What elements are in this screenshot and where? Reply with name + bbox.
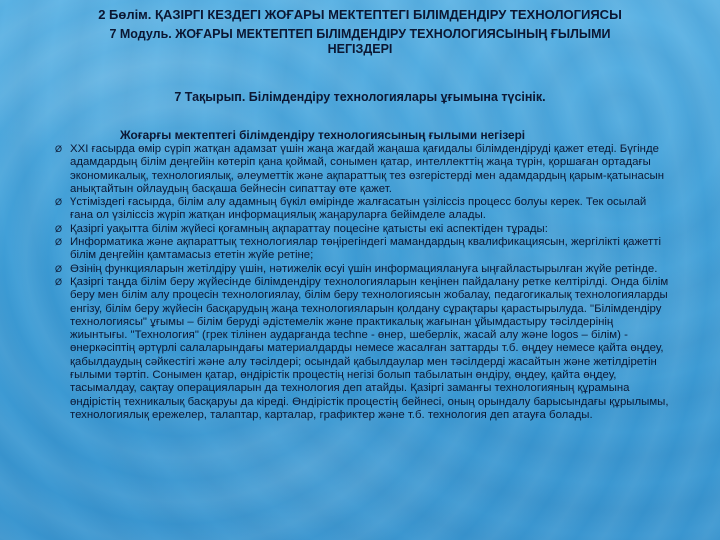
arrow-bullet-icon: Ø — [55, 263, 63, 274]
arrow-bullet-icon: Ø — [55, 237, 63, 248]
section-title: 2 Бөлім. ҚАЗІРГІ КЕЗДЕГІ ЖОҒАРЫ МЕКТЕПТЕГІ БІЛІМДЕНДІРУ ТЕХНОЛОГИЯСЫ — [98, 7, 622, 22]
bullet-text: Қазіргі таңда білім беру жүйесінде білімдендіру технологияларын кеңінен пайдалану ретке келтірілді. Онда білім беру мен білім алу процесін технологиялау, білім беру технологиясын жобалау, педагогикалық технологияларды енгізу, білім беру жүйесін басқарудың жаңа технологияларын қолдану сұрақтары қарастырылуда. "Білімдендіру технологиясы" ұғымы – білім беруді әдістемелік және практикалық жағынан ұйымдастыру тәсілдерінің жиынтығы. "Технология" (грек тілінен аударғанда techne - өнер, шеберлік, жасай алу және logos – білім) - өнеркәсіптің әртүрлі салаларындағы материалдарды немесе жасалған заттарды т.б. өңдеу немесе қайта өңдеу, қабылдаудың сәйкестігі және алу тәсілдері; осындай қабылдаулар мен тәсілдерді жасайтын және жетілдіретін ғылыми тәртіп. Сонымен қатар, өндірістік процестің негізі болып табылатын өндіру, өңдеу, қайта өңдеу, тасымалдау, сақтау операцияларын да технология деп атайды. Қазіргі заманғы технологияның құрамына өндірістің техникалық басқаруы да кіреді. Өндірістік процестің бейнесі, оның орындалу барысындағы құрылымы, технологиялық ережелер, талаптар, карталар, графиктер және т.б. технология деп атауға болады. — [70, 275, 669, 421]
bullet-item — [0, 263, 720, 276]
bullet-item — [0, 223, 720, 236]
module-title: 7 Модуль. ЖОҒАРЫ МЕКТЕПТЕП БІЛІМДЕНДІРУ ТЕХНОЛОГИЯСЫНЫҢ ҒЫЛЫМИ НЕГІЗДЕРІ — [109, 27, 611, 56]
bullet-item — [0, 143, 720, 196]
bullet-item — [0, 276, 720, 422]
bullet-text: Қазіргі уақытта білім жүйесі қоғамның ақпараттау поцесіне қатысты екі аспектіден тұрады: — [70, 222, 548, 235]
bullet-item — [0, 196, 720, 223]
bullet-item — [0, 236, 720, 263]
topic-title: 7 Тақырып. Білімдендіру технологиялары ұғымына түсінік. — [174, 90, 546, 104]
bullet-text: Өзінің функцияларын жетілдіру үшін, нәтижелік өсуі үшін информациялануға ыңғайластырылған жүйе ретінде. — [70, 262, 658, 275]
arrow-bullet-icon: Ø — [55, 197, 63, 208]
bullet-text: Информатика және ақпараттық технологиялар төңірегіндегі мамандардың квалификациясын, жергілікті қажетті білім деңгейін қамтамасыз ететін жүйе ретіне; — [70, 236, 661, 262]
bullet-list — [0, 143, 720, 422]
bullet-text: Үстіміздегі ғасырда, білім алу адамның бүкіл өмірінде жалғасатын үзіліссіз процесс болуы керек. Тек осылай ғана ол үзіліссіз жүріп жатқан информациялық жаңаруларға бейімделе алады. — [70, 196, 647, 222]
content-heading: Жоғарғы мектептегі білімдендіру технологиясының ғылыми негізері — [120, 128, 526, 142]
arrow-bullet-icon: Ø — [55, 276, 63, 287]
arrow-bullet-icon: Ø — [55, 223, 63, 234]
arrow-bullet-icon: Ø — [55, 144, 63, 154]
bullet-text: ХХІ ғасырда өмір сүріп жатқан адамзат үшін жаңа жағдай жаңаша қағидалы білімдендіруді қажет етеді. Бүгінде адамдардың білім деңгейін көтеріп қана қоймай, сонымен қатар, интеллекттің жаңа түрін, қоршаған ортадағы экономикалық, технологиялық, әлеуметтік және ақпараттық тез өзгерістерді мен адамдардың қарым-қатынасын анықтайтын ойлаудың басқаша бейнесін сипаттау өте қажет. — [70, 143, 664, 195]
